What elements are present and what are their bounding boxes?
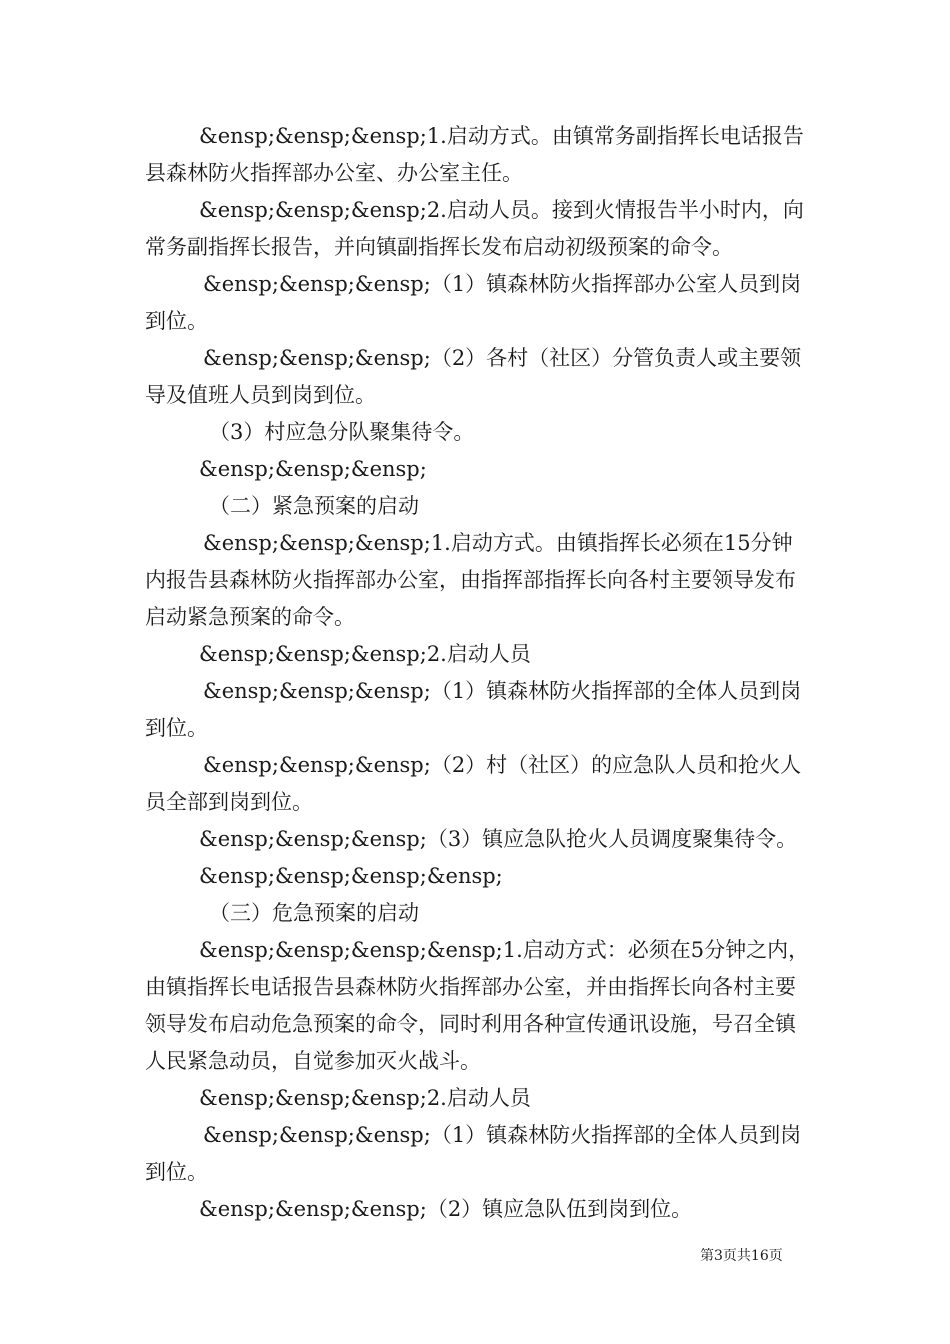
paragraph-spacer-2: &ensp;&ensp;&ensp;&ensp; [199,864,503,888]
paragraph-critical-item-1: &ensp;&ensp;&ensp;（1）镇森林防火指挥部的全体人员到岗到位。 [145,1123,802,1184]
paragraph-initial-item-2: &ensp;&ensp;&ensp;（2）各村（社区）分管负责人或主要领导及值班人员到岗到位。 [145,346,802,407]
paragraph-emergency-item-3: &ensp;&ensp;&ensp;（3）镇应急队抢火人员调度聚集待令。 [199,827,798,851]
paragraph-spacer-1: &ensp;&ensp;&ensp; [199,457,427,481]
paragraph-startup-method-initial: &ensp;&ensp;&ensp;1.启动方式。由镇常务副指挥长电话报告县森林防火指挥部办公室、办公室主任。 [145,124,804,185]
paragraph-startup-method-critical: &ensp;&ensp;&ensp;&ensp;1.启动方式：必须在5分钟之内，由镇指挥长电话报告县森林防火指挥部办公室，并由指挥长向各村主要领导发布启动危急预案的命令，同时利用各种宣传通讯设施，号召全镇人民紧急动员，自觉参加灭火战斗。 [145,938,810,1073]
page-number-footer: 第3页共16页 [700,1248,783,1264]
paragraph-emergency-item-1: &ensp;&ensp;&ensp;（1）镇森林防火指挥部的全体人员到岗到位。 [145,679,802,740]
paragraph-startup-personnel-initial: &ensp;&ensp;&ensp;2.启动人员。接到火情报告半小时内，向常务副指挥长报告，并向镇副指挥长发布启动初级预案的命令。 [145,198,804,259]
paragraph-emergency-item-2: &ensp;&ensp;&ensp;（2）村（社区）的应急队人员和抢火人员全部到岗到位。 [145,753,802,814]
section-heading-emergency: （二）紧急预案的启动 [209,494,419,518]
paragraph-initial-item-1: &ensp;&ensp;&ensp;（1）镇森林防火指挥部办公室人员到岗到位。 [145,272,802,333]
document-body [145,118,811,1228]
paragraph-initial-item-3: （3）村应急分队聚集待令。 [209,420,475,444]
paragraph-startup-personnel-critical: &ensp;&ensp;&ensp;2.启动人员 [199,1086,531,1110]
paragraph-startup-method-emergency: &ensp;&ensp;&ensp;1.启动方式。由镇指挥长必须在15分钟内报告县森林防火指挥部办公室，由指挥部指挥长向各村主要领导发布启动紧急预案的命令。 [145,531,796,629]
paragraph-critical-item-2: &ensp;&ensp;&ensp;（2）镇应急队伍到岗到位。 [199,1197,693,1221]
section-heading-critical: （三）危急预案的启动 [209,901,419,925]
paragraph-startup-personnel-emergency: &ensp;&ensp;&ensp;2.启动人员 [199,642,531,666]
